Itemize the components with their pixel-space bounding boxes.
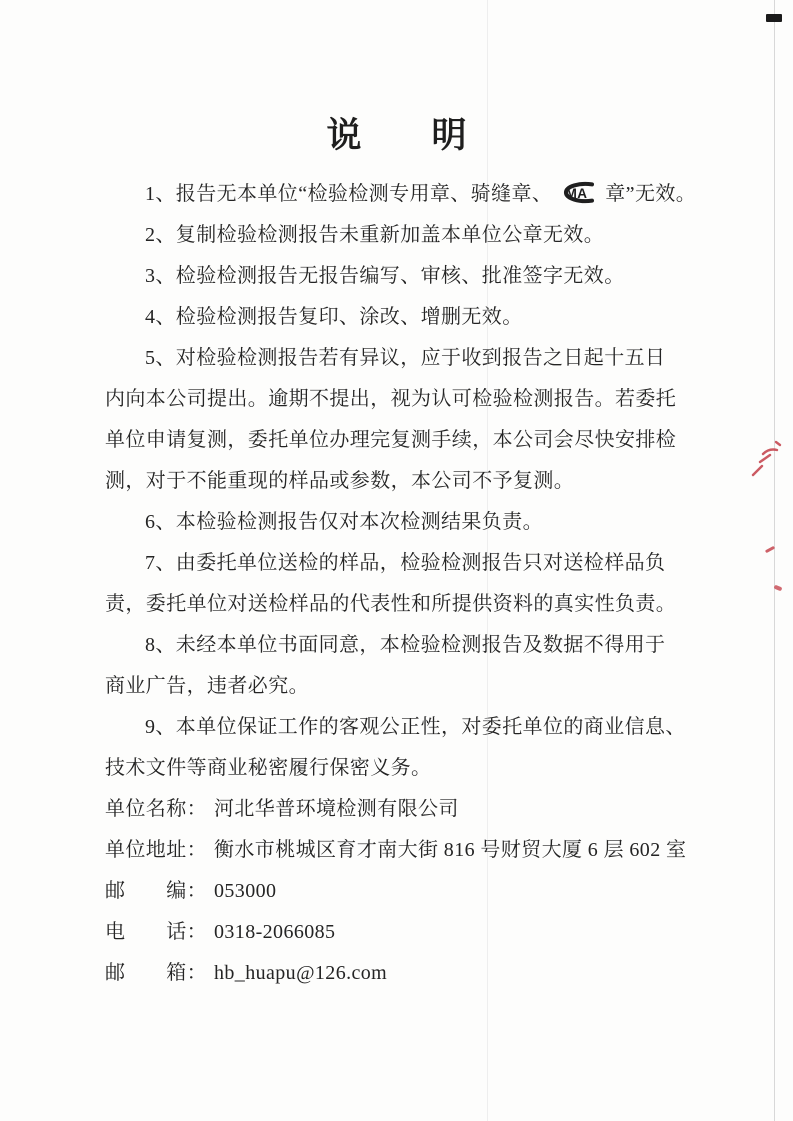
email-value: hb_huapu@126.com [214, 962, 388, 984]
note-item-7: 7、由委托单位送检的样品，检验检测报告只对送检样品负 [145, 552, 666, 574]
company-info [105, 789, 705, 994]
note-item-7-cont: 责，委托单位对送检样品的代表性和所提供资料的真实性负责。 [105, 593, 677, 615]
info-label: 电 话： [105, 921, 207, 943]
note-item-8: 8、未经本单位书面同意，本检验检测报告及数据不得用于 [145, 634, 666, 656]
info-row-postcode [105, 871, 705, 912]
info-row-company-name [105, 789, 705, 830]
note-text: 1、报告无本单位“检验检测专用章、骑缝章、 [145, 183, 553, 205]
scan-crease-line [774, 0, 775, 1121]
note-item-8-cont: 商业广告，违者必究。 [105, 675, 309, 697]
note-text: 章”无效。 [605, 183, 697, 205]
title-char: 说 [326, 116, 362, 155]
note-item-9: 9、本单位保证工作的客观公正性，对委托单位的商业信息、 [145, 716, 686, 738]
info-label: 单位地址： [105, 839, 207, 861]
note-item-9-cont: 技术文件等商业秘密履行保密义务。 [105, 757, 432, 779]
red-stamp-fragment-icon [749, 439, 783, 491]
scan-corner-mark [766, 14, 782, 22]
info-row-phone [105, 912, 705, 953]
company-name-value: 河北华普环境检测有限公司 [214, 798, 459, 820]
cma-letters: MA [565, 186, 588, 201]
title-char: 明 [431, 116, 467, 155]
postcode-value: 053000 [214, 880, 277, 902]
note-item-6: 6、本检验检测报告仅对本次检测结果负责。 [145, 511, 543, 533]
note-item-5-cont: 单位申请复测，委托单位办理完复测手续，本公司会尽快安排检 [105, 429, 677, 451]
note-item-4: 4、检验检测报告复印、涂改、增删无效。 [145, 306, 523, 328]
note-item-5: 5、对检验检测报告若有异议，应于收到报告之日起十五日 [145, 347, 666, 369]
info-label: 单位名称： [105, 798, 207, 820]
info-label: 邮 箱： [105, 962, 207, 984]
info-row-company-address [105, 830, 705, 871]
info-row-email [105, 953, 705, 994]
note-item-2: 2、复制检验检测报告未重新加盖本单位公章无效。 [145, 224, 605, 246]
phone-value: 0318-2066085 [214, 921, 336, 943]
scan-faint-line [487, 0, 488, 1121]
note-item-3: 3、检验检测报告无报告编写、审核、批准签字无效。 [145, 265, 625, 287]
info-label: 邮 编： [105, 880, 207, 902]
note-item-1 [105, 174, 705, 215]
cma-stamp-icon [554, 181, 600, 204]
company-address-value: 衡水市桃城区育才南大街 816 号财贸大厦 6 层 602 室 [214, 839, 687, 861]
page-title [0, 108, 793, 158]
note-item-5-cont: 测，对于不能重现的样品或参数，本公司不予复测。 [105, 470, 575, 492]
note-item-5-cont: 内向本公司提出。逾期不提出，视为认可检验检测报告。若委托 [105, 388, 677, 410]
notes-list [105, 174, 705, 994]
